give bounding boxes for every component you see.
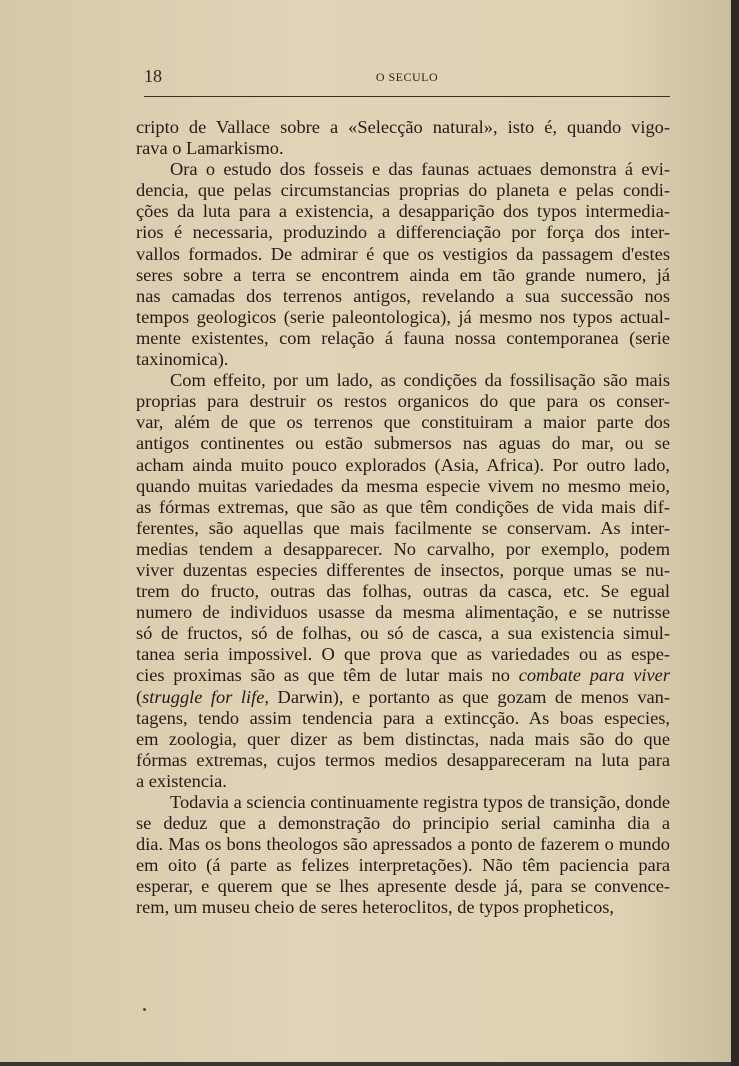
paragraph	[136, 117, 670, 159]
paragraph	[136, 370, 670, 792]
text-line: dencia, que pelas circumstancias proprias do planeta e pelas condi-	[136, 180, 670, 201]
text-line: proprias para destruir os restos organicos do que para os conser-	[136, 391, 670, 412]
text-line: rios é necessaria, produzindo a differenciação por força dos inter-	[136, 222, 670, 243]
text-line: (struggle for life, Darwin), e portanto as que gozam de menos van-	[136, 686, 670, 707]
text-line: Com effeito, por um lado, as condições da fossilisação são mais	[170, 370, 670, 391]
text-line: acham ainda muito pouco explorados (Asia, Africa). Por outro lado,	[136, 454, 670, 475]
text-line: antigos continentes ou estão submersos nas aguas do mar, ou se	[136, 433, 670, 454]
text-line: numero de individuos usasse da mesma alimentação, e se nutrisse	[136, 602, 670, 623]
text-line: nas camadas dos terrenos antigos, revelando a sua successão nos	[136, 285, 670, 306]
text-line: medias tendem a desapparecer. No carvalho, por exemplo, podem	[136, 538, 670, 559]
text-line: cies proximas são as que têm de lutar mais no combate para viver	[136, 665, 670, 686]
paragraph	[136, 159, 670, 370]
text-line: trem do fructo, outras das folhas, outras da casca, etc. Se egual	[136, 581, 670, 602]
text-line: vallos formados. De admirar é que os vestigios da passagem d'estes	[136, 243, 670, 264]
paragraph	[136, 792, 670, 919]
text-line: ferentes, são aquellas que mais facilmente se conservam. As inter-	[136, 517, 670, 538]
text-line: em zoologia, quer dizer as bem distinctas, nada mais são do que	[136, 728, 670, 749]
text-line: tanea seria impossivel. O que prova que as variedades ou as espe-	[136, 644, 670, 665]
page-number: 18	[144, 66, 162, 86]
text-line: quando muitas variedades da mesma especie vivem no mesmo meio,	[136, 475, 670, 496]
text-line: viver duzentas especies differentes de insectos, porque umas se nu-	[136, 559, 670, 580]
text-line: cripto de Vallace sobre a «Selecção natural», isto é, quando vigo-	[136, 117, 670, 137]
text-line: ções da luta para a existencia, a desapparição dos typos intermedia-	[136, 201, 670, 222]
text-line: Ora o estudo dos fosseis e das faunas actuaes demonstra á evi-	[170, 159, 670, 180]
text-line: tagens, tendo assim tendencia para a extincção. As boas especies,	[136, 707, 670, 728]
text-line: Todavia a sciencia continuamente registra typos de transição, donde	[170, 792, 670, 812]
text-line: em oito (á parte as felizes interpretações). Não têm paciencia para	[136, 855, 670, 876]
text-line: taxinomica).	[136, 349, 229, 370]
text-line: fórmas extremas, cujos termos medios desappareceram na luta para	[136, 749, 670, 770]
text-line: só de fructos, só de folhas, ou só de casca, a sua existencia simul-	[136, 623, 670, 644]
text-line: mente existentes, com relação á fauna nossa contemporanea (serie	[136, 327, 670, 348]
page-header	[144, 66, 670, 90]
text-line: rem, um museu cheio de seres heteroclitos, de typos propheticos,	[136, 897, 615, 918]
header-rule	[144, 96, 670, 97]
text-line: tempos geologicos (serie paleontologica), já mesmo nos typos actual-	[136, 306, 670, 327]
running-title: O SECULO	[375, 70, 439, 84]
text-line: se deduz que a demonstração do principio serial caminha dia a	[136, 813, 670, 834]
body-text	[136, 117, 670, 919]
page-edge-shadow	[731, 0, 739, 1066]
ink-speck	[143, 1008, 146, 1011]
text-line: esperar, e querem que se lhes apresente desde já, para se convence-	[136, 876, 670, 897]
text-line: var, além de que os terrenos que constituiram a maior parte dos	[136, 412, 670, 433]
text-line: as fórmas extremas, que são as que têm condições de vida mais dif-	[136, 496, 670, 517]
text-line: dia. Mas os bons theologos são apressados a ponto de fazerem o mundo	[136, 834, 670, 855]
text-line: a existencia.	[136, 770, 227, 791]
text-line: rava o Lamarkismo.	[136, 138, 284, 159]
text-line: seres sobre a terra se encontrem ainda em tão grande numero, já	[136, 264, 670, 285]
